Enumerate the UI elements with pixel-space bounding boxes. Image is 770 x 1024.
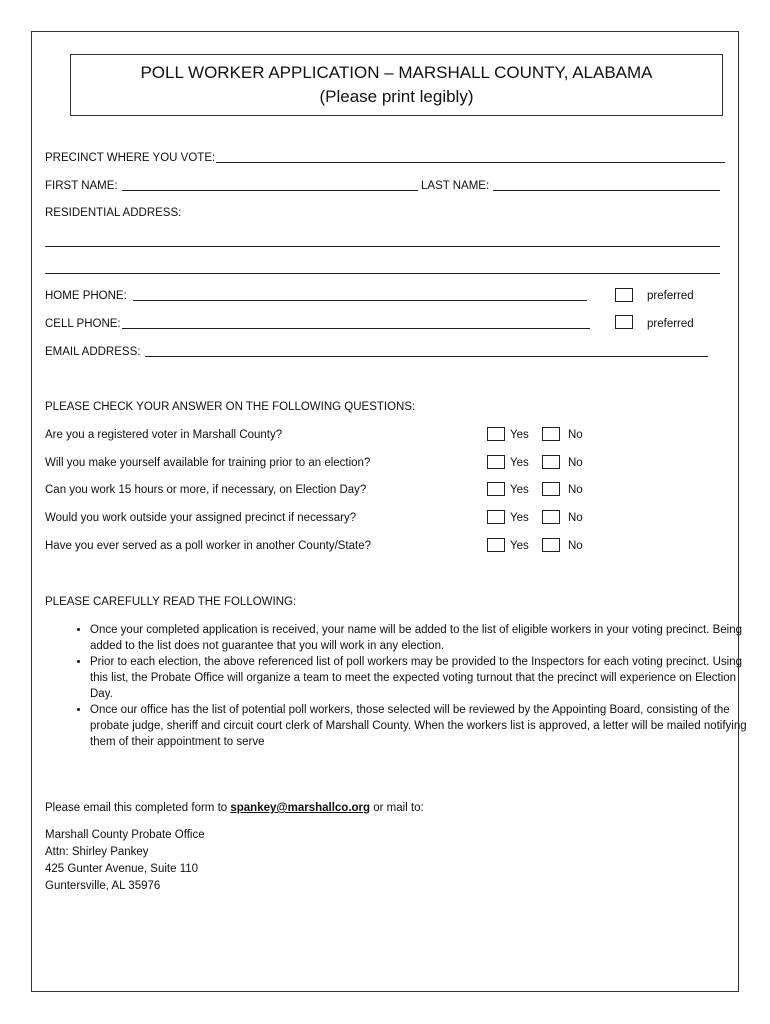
email-field[interactable] xyxy=(145,356,708,357)
form-title: POLL WORKER APPLICATION – MARSHALL COUNTY, ALABAMA xyxy=(140,63,653,82)
q2-no-label: No xyxy=(568,457,583,469)
q4-no-checkbox[interactable] xyxy=(542,510,560,524)
notice-bullet-3: • Once our office has the list of potential poll workers, those selected will be reviewed by the Appointing Board, consisting of the probate judge, sheriff and circuit court clerk of Marshall County. When the workers list is approved, a letter will be mailed notifying them of their appointment to serve xyxy=(90,702,760,750)
q4-yes-label: Yes xyxy=(510,512,529,524)
cell-phone-label: CELL PHONE: xyxy=(45,318,121,330)
questions-heading: PLEASE CHECK YOUR ANSWER ON THE FOLLOWING QUESTIONS: xyxy=(45,401,416,413)
address-line-street: 425 Gunter Avenue, Suite 110 xyxy=(45,863,199,875)
notice-bullet-1: • Once your completed application is received, your name will be added to the list of eligible workers in your voting precinct. Being added to the list does not guarantee that you will work in any election. xyxy=(90,622,760,654)
q5-yes-label: Yes xyxy=(510,540,529,552)
form-subtitle: (Please print legibly) xyxy=(319,87,474,106)
cell-phone-preferred-checkbox[interactable] xyxy=(615,315,633,329)
cell-phone-field[interactable] xyxy=(122,328,590,329)
notice-list xyxy=(56,622,760,750)
question-3: Can you work 15 hours or more, if necessary, on Election Day? xyxy=(45,484,367,496)
q3-yes-checkbox[interactable] xyxy=(487,482,505,496)
address-line-2[interactable] xyxy=(45,273,720,274)
mailing-address xyxy=(45,827,205,895)
q2-no-checkbox[interactable] xyxy=(542,455,560,469)
home-phone-field[interactable] xyxy=(133,300,587,301)
home-phone-label: HOME PHONE: xyxy=(45,290,127,302)
question-2: Will you make yourself available for training prior to an election? xyxy=(45,457,371,469)
address-label: RESIDENTIAL ADDRESS: xyxy=(45,207,182,219)
q2-yes-label: Yes xyxy=(510,457,529,469)
email-instruction-prefix: Please email this completed form to xyxy=(45,802,231,814)
q5-yes-checkbox[interactable] xyxy=(487,538,505,552)
q5-no-checkbox[interactable] xyxy=(542,538,560,552)
email-link[interactable]: spankey@marshallco.org xyxy=(230,802,371,814)
question-1: Are you a registered voter in Marshall County? xyxy=(45,429,283,441)
title-box xyxy=(70,54,723,116)
q3-no-checkbox[interactable] xyxy=(542,482,560,496)
address-line-1[interactable] xyxy=(45,246,720,247)
address-line-city: Guntersville, AL 35976 xyxy=(45,880,161,892)
home-phone-preferred-label: preferred xyxy=(647,290,694,302)
address-line-office: Marshall County Probate Office xyxy=(45,829,205,841)
q2-yes-checkbox[interactable] xyxy=(487,455,505,469)
question-5: Have you ever served as a poll worker in another County/State? xyxy=(45,540,372,552)
notice-bullet-2: • Prior to each election, the above referenced list of poll workers may be provided to the Inspectors for each voting precinct. Using this list, the Probate Office will organize a team to meet the expected voting turnout that the precinct will experience on Election Day. xyxy=(90,654,760,702)
cell-phone-preferred-label: preferred xyxy=(647,318,694,330)
q3-yes-label: Yes xyxy=(510,484,529,496)
email-instruction-suffix: or mail to: xyxy=(370,802,424,814)
first-name-label: FIRST NAME: xyxy=(45,180,118,192)
home-phone-preferred-checkbox[interactable] xyxy=(615,288,633,302)
q1-yes-label: Yes xyxy=(510,429,529,441)
q4-yes-checkbox[interactable] xyxy=(487,510,505,524)
email-instruction xyxy=(45,800,424,816)
q5-no-label: No xyxy=(568,540,583,552)
notice-heading: PLEASE CAREFULLY READ THE FOLLOWING: xyxy=(45,596,297,608)
q1-yes-checkbox[interactable] xyxy=(487,427,505,441)
question-4: Would you work outside your assigned precinct if necessary? xyxy=(45,512,357,524)
address-line-attn: Attn: Shirley Pankey xyxy=(45,846,149,858)
email-label: EMAIL ADDRESS: xyxy=(45,346,141,358)
last-name-label: LAST NAME: xyxy=(421,180,490,192)
q3-no-label: No xyxy=(568,484,583,496)
q1-no-checkbox[interactable] xyxy=(542,427,560,441)
q4-no-label: No xyxy=(568,512,583,524)
last-name-field[interactable] xyxy=(493,190,720,191)
precinct-field[interactable] xyxy=(216,162,725,163)
precinct-label: PRECINCT WHERE YOU VOTE: xyxy=(45,152,216,164)
q1-no-label: No xyxy=(568,429,583,441)
first-name-field[interactable] xyxy=(122,190,418,191)
